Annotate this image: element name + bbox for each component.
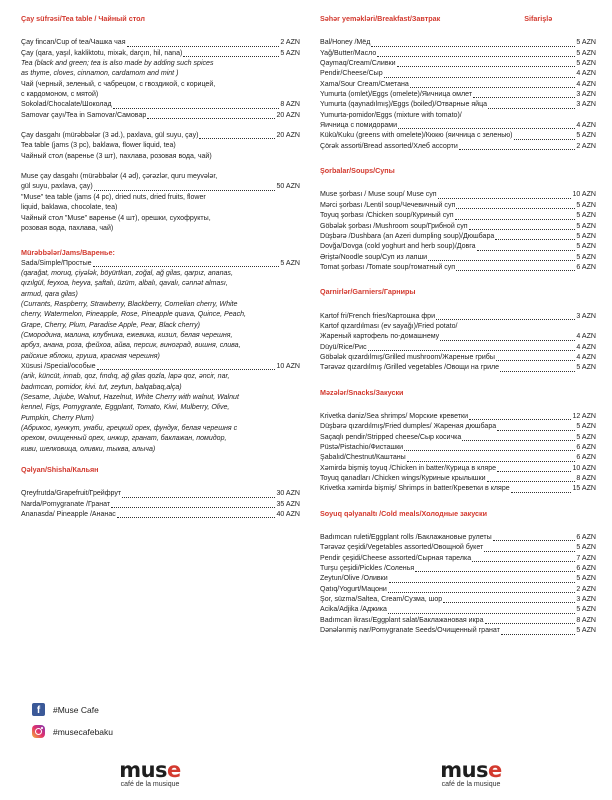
section-title-garniers: Qarnirlər/Garniers/Гарниры	[320, 287, 416, 297]
menu-description: Чайный стол "Muse" варенье (4 шт), орешки, сухофрукты,	[21, 214, 211, 222]
menu-item: Çay dasgahı (mürəbbələr (3 əd.), paxlava, gül suyu, çay) 20 AZN	[21, 132, 300, 140]
menu-item: Göbələk şorbası /Mushroom soup/Грибной суп 5 AZN	[320, 222, 596, 230]
menu-description: (arik, küncüt, innab, qoz, fındıq, ağ gilas qozla, lapə qoz, əncir, nar,	[21, 373, 230, 381]
menu-description: as thyme, cloves, cinnamon, cardamom and mint )	[21, 70, 179, 78]
section-title-cold-meals: Soyuq qəlyanaltı /Cold meals/Холодные закуски	[320, 508, 488, 518]
menu-item: Xəmirdə bişmiş toyuq /Chicken in batter/Курица в кляре 10 AZN	[320, 464, 596, 472]
section-title-shisha: Qəlyan/Shisha/Кальян	[21, 465, 99, 475]
facebook-handle: #Muse Cafe	[53, 704, 99, 715]
menu-item: Xüsusi /Special/особые 10 AZN	[21, 362, 300, 370]
menu-item: Əriştə/Noodle soup/Суп из лапши 5 AZN	[320, 253, 596, 261]
menu-description: Чайный стол (варенье (3 шт), пахлава, розовая вода, чай)	[21, 152, 212, 160]
menu-description: (Currants, Raspberry, Strawberry, Blackberry, Cornelian cherry, White	[21, 300, 238, 308]
menu-description: liquid, baklawa, chocolate, tea)	[21, 204, 118, 212]
menu-description: (Абрикос, кунжут, унаби, грецкий орех, фундук, белая черешня с	[21, 425, 238, 433]
logo-word: muse	[119, 758, 181, 782]
section-title-soups: Şorbalar/Soups/Супы	[320, 166, 395, 176]
menu-description: Tea (black and green; tea is also made by adding such spices	[21, 60, 214, 68]
menu-description: (Sesame, Jujube, Walnut, Hazelnut, White Cherry with walnut, Walnut	[21, 394, 239, 401]
menu-description: Grape, Cherry, Plum, Paradise Apple, Pear, Black cherry)	[21, 321, 200, 329]
menu-item: Samovar çayı/Tea in Samovar/Самовар 20 AZN	[21, 111, 300, 119]
menu-description: (qarağat, moruq, çiyələk, böyürtkan, zoğal, ağ gilas, qarpız, ananas,	[21, 269, 233, 277]
menu-description: kennel, Figs, Pomygrante, Eggplant, Tomato, Kiwi, Mulberry, Olive,	[21, 404, 230, 412]
menu-description: Yumurta-pomidor/Eggs (mixture with tomato)/	[320, 111, 462, 119]
menu-item: Tərəvəz qızardılmış /Grilled vegetables /Овощи на гриле 5 AZN	[320, 364, 596, 372]
instagram-handle: #musecafebaku	[53, 726, 114, 737]
menu-description: Kartof qızardılması (ev sayağı)/Fried potato/	[320, 322, 458, 330]
menu-item: Krivetka xəmirdə bişmiş/ Shrimps in batter/Креветки в кляре 15 AZN	[320, 485, 596, 493]
menu-item: Badımcan ruleti/Eggplant rolls /Баклажановые рулеты 6 AZN	[320, 534, 596, 542]
section-title-jams: Mürəbbələr/Jams/Варенье:	[21, 248, 115, 258]
logo-tagline: café de la musique	[441, 781, 501, 788]
menu-item: Sokolad/Chocalate/Шоколад 8 AZN	[21, 101, 300, 109]
menu-item: Ananasda/ Pineapple /Ананас 40 AZN	[21, 511, 300, 519]
menu-item: Badımcan ikrası/Eggplant salat/Баклажановая икра 8 AZN	[320, 616, 596, 624]
section-title-tea-table: Çay süfrəsi/Tea table / Чайный стол	[21, 14, 145, 23]
muse-logo-left	[95, 760, 205, 789]
menu-item: Pendir/Cheese/Сыр 4 AZN	[320, 70, 596, 78]
menu-description: с кардомоном, с мятой)	[21, 91, 99, 99]
menu-item: Acika/Adjika /Аджика 5 AZN	[320, 606, 596, 614]
menu-item: Çörək assorti/Bread assorted/Хлеб ассорти 2 AZN	[320, 142, 596, 150]
section-title-snacks: Məzələr/Snacks/Закуски	[320, 387, 404, 397]
menu-description: qızılgül, feyxoa, heyva, şaftalı, üzüm, albalı, qavalı, cənnət alması,	[21, 280, 228, 288]
instagram-icon	[32, 725, 45, 738]
instagram-link[interactable]	[32, 725, 113, 738]
menu-item: Yumurta (qaynadılmış)/Eggs (boiled)/Отварные яйца 3 AZN	[320, 101, 596, 109]
menu-item: Qaymaq/Cream/Сливки 5 AZN	[320, 60, 596, 68]
menu-item: Çay fincan/Cup of tea/Чашка чая 2 AZN	[21, 39, 300, 47]
menu-item: Toyuq şorbası /Chicken soup/Куриный суп 5 AZN	[320, 212, 596, 220]
menu-item: Düşbərə qızardılmış/Fried dumples/ Жареная дюшбара 5 AZN	[320, 423, 596, 431]
menu-description: орехом, очищенный орех, инжир, гранат, баклажан, помидор,	[21, 435, 227, 443]
menu-description: "Muse" tea table (jams (4 pc), dried nuts, dried fruits, flower	[21, 193, 206, 201]
menu-column-left	[21, 14, 300, 520]
menu-item: Bal/Honey /Мёд 5 AZN	[320, 39, 596, 47]
menu-item: Tomat şorbası /Tomate soup/томатный суп 6 AZN	[320, 263, 596, 271]
menu-description: badımcan, pomidor, kivi. tut, zeytun, balqabaq,alça)	[21, 383, 182, 391]
menu-item: Düyü/Rice/Рис 4 AZN	[320, 343, 596, 351]
menu-item: Şabalıd/Chestnut/Каштаны 6 AZN	[320, 454, 596, 462]
menu-item: Krivetka dəniz/Sea shrimps/ Морские креветки 12 AZN	[320, 412, 596, 420]
menu-item: Sada/Simple/Простые 5 AZN	[21, 259, 300, 267]
menu-item: Xama/Sour Cream/Сметана 4 AZN	[320, 80, 596, 88]
menu-item: Жареный картофель по-домашнему 4 AZN	[320, 333, 596, 341]
menu-description: киви, шелковица, оливки, тыква, алыча)	[21, 445, 156, 453]
menu-item: Toyuq qanadları /Chicken wings/Куриные крылышки 8 AZN	[320, 475, 596, 483]
menu-item: Turşu çeşidi/Pickles /Соленья 6 AZN	[320, 565, 596, 573]
menu-item: Mərci şorbası /Lentil soup/Чечевичный суп 5 AZN	[320, 201, 596, 209]
facebook-link[interactable]	[32, 703, 99, 716]
menu-item: Yağ/Butter/Масло 5 AZN	[320, 49, 596, 57]
menu-description: Pumpkin, Cherry Plum)	[21, 414, 94, 422]
menu-description: Muse çay dasgahı (mürəbbələr (4 əd), çərəzlər, quru meyvələr,	[21, 173, 218, 181]
menu-item: Kartof fri/French fries/Картошка фри 3 AZN	[320, 312, 596, 320]
menu-description: (Смородина, малина, клубника, ежевика, кизил, белая черешня,	[21, 331, 233, 339]
menu-description: райские яблоки, груша, красная черешня)	[21, 352, 160, 360]
menu-item: Tərəvəz çeşidi/Vegetables assorted/Овощной букет 5 AZN	[320, 544, 596, 552]
menu-item: Şor, süzma/Saltea, Cream/Сузма, шор 3 AZN	[320, 596, 596, 604]
menu-item: Saçaqlı pendir/Stripped cheese/Сыр косичка 5 AZN	[320, 433, 596, 441]
muse-logo-right	[416, 760, 526, 789]
menu-item: Yumurta (omlet)/Eggs (omelete)/Яичница омлет 3 AZN	[320, 91, 596, 99]
menu-description: розовая вода, пахлава, чай)	[21, 224, 114, 232]
menu-column-right	[320, 14, 596, 637]
menu-item: Narda/Pomygranate /Гранат 35 AZN	[21, 500, 300, 508]
menu-item: Muse şorbası / Muse soup/ Muse суп 10 AZN	[320, 191, 596, 199]
menu-item: Püstə/Pistachio/Фисташки 6 AZN	[320, 444, 596, 451]
menu-description: Tea table (jams (3 pc), baklawa, flower liquid, tea)	[21, 142, 176, 150]
logo-tagline: café de la musique	[120, 781, 180, 788]
menu-item: Pendir çeşidi/Cheese assorted/Сырная тарелка 7 AZN	[320, 554, 596, 562]
menu-description: Чай (черный, зеленый, с чабрецом, с гвоздикой, с корицей,	[21, 80, 216, 88]
section-title-breakfast: Səhər yeməkləri/Breakfast/Завтрак Sifarişlə	[320, 14, 553, 23]
menu-description: armud, qara gilas)	[21, 290, 78, 298]
menu-item: Çay (qara, yaşıl, kakliktotu, mixək, darçın, hil, nana) 5 AZN	[21, 49, 300, 57]
menu-item: Kükü/Kuku (greens with omelete)/Кюкю (яичница с зеленью) 5 AZN	[320, 132, 596, 140]
menu-item: Göbələk qızardılmış/Grilled mushroom/Жареные грибы 4 AZN	[320, 353, 596, 361]
menu-item: Düşbərə /Dushbara (an Azeri dumpling soup)/Дюшбара 5 AZN	[320, 232, 596, 240]
menu-description: cherry, Watermelon, Pineapple, Rose, Pineapple quava, Quince, Peach,	[21, 311, 246, 319]
menu-item: gül suyu, paxlava, çay) 50 AZN	[21, 183, 300, 191]
logo-word: muse	[440, 758, 502, 782]
menu-item: Qreyfrutda/Grapefruit/Грейфрут 30 AZN	[21, 490, 300, 498]
menu-item: Zeytun/Olive /Оливки 5 AZN	[320, 575, 596, 583]
menu-item: Яичница с помидорами 4 AZN	[320, 122, 596, 130]
order-label: Sifarişlə	[524, 14, 553, 23]
menu-item: Dənələnmiş nar/Pomygranate Seeds/Очищенный гранат 5 AZN	[320, 627, 596, 635]
menu-item: Qatıq/Yogurt/Мацони 2 AZN	[320, 585, 596, 593]
menu-description: арбуз, анана, роза, фейхоа, айва, персик, виноград, вишня, слива,	[21, 342, 241, 350]
menu-item: Dovğa/Dovga (cold yoghurt and herb soup)/Довга 5 AZN	[320, 243, 596, 251]
facebook-icon: f	[32, 703, 45, 716]
